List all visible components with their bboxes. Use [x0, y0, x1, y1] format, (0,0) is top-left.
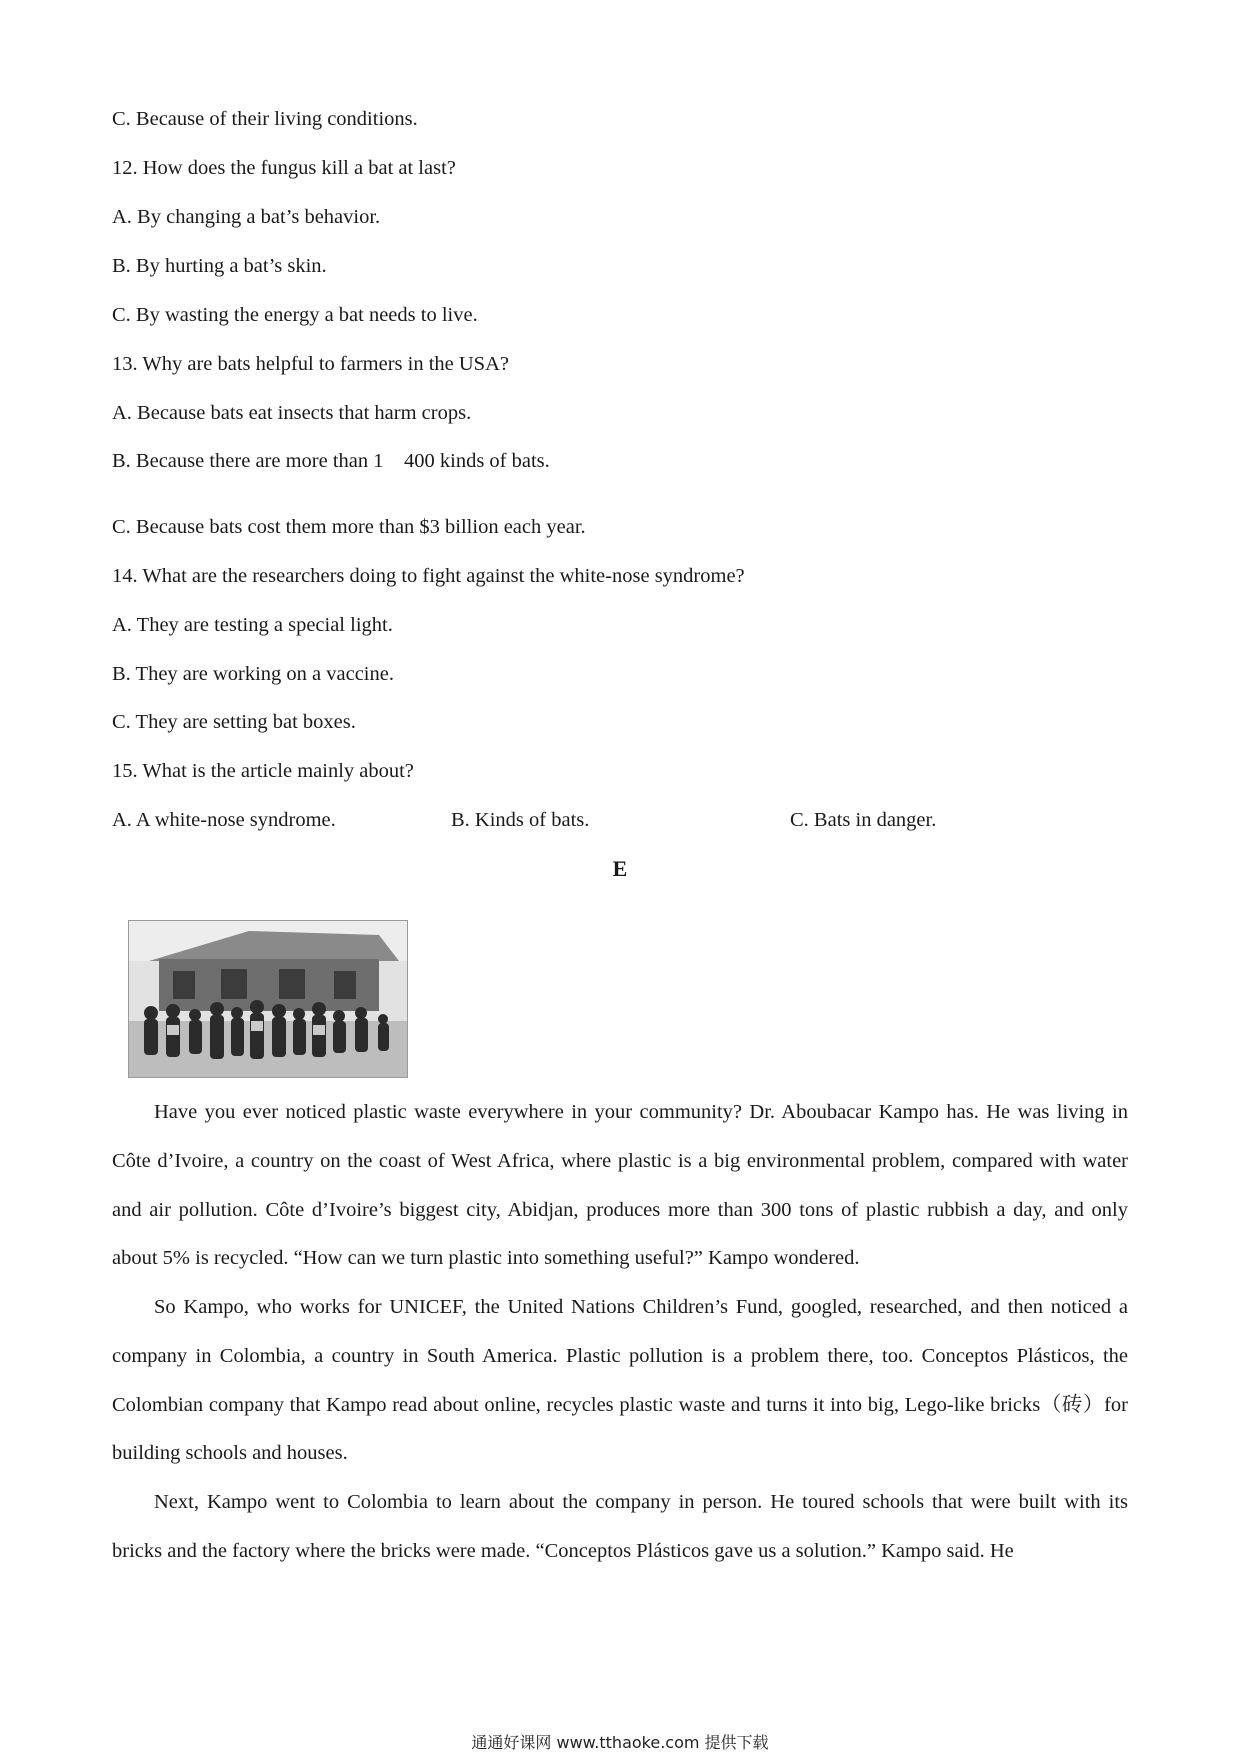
q13-option-c: C. Because bats cost them more than $3 billion each year.	[112, 516, 586, 538]
paragraph-1-text: Have you ever noticed plastic waste everywhere in your community? Dr. Aboubacar Kampo has. He was living in Côte d’Ivoire, a country on the coast of West Africa, where plastic is a big environmental problem, compared with water and air pollution. Côte d’Ivoire’s biggest city, Abidjan, produces more than 300 tons of plastic rubbish a day, and only about 5% is recycled. “How can we turn plastic into something useful?” Kampo wondered.	[112, 1101, 1128, 1270]
school-children-photo	[128, 920, 408, 1078]
section-heading-e: E	[612, 856, 628, 881]
q12-option-a: A. By changing a bat’s behavior.	[112, 206, 381, 228]
page-footer: 通通好课网 www.tthaoke.com 提供下载	[471, 1733, 769, 1752]
q13-option-b: B. Because there are more than 1 400 kinds of bats.	[112, 450, 550, 472]
q13-option-a: A. Because bats eat insects that harm crops.	[112, 402, 472, 424]
q14-stem: 14. What are the researchers doing to fight against the white-nose syndrome?	[112, 565, 745, 587]
section-e-paragraph-2	[112, 1283, 1128, 1478]
paragraph-3-text: Next, Kampo went to Colombia to learn about the company in person. He toured schools that were built with its bricks and the factory where the bricks were made. “Conceptos Plásticos gave us a solution.” Kampo said. He	[112, 1491, 1128, 1562]
q12-stem: 12. How does the fungus kill a bat at last?	[112, 157, 456, 179]
q15-option-b: B. Kinds of bats.	[451, 809, 590, 831]
q12-option-b: B. By hurting a bat’s skin.	[112, 255, 327, 277]
photo-illustration	[129, 921, 407, 1077]
q13-stem: 13. Why are bats helpful to farmers in the USA?	[112, 353, 509, 375]
paragraph-2-text: So Kampo, who works for UNICEF, the United Nations Children’s Fund, googled, researched, and then noticed a company in Colombia, a country in South America. Plastic pollution is a problem there, too. Conceptos Plásticos, the Colombian company that Kampo read about online, recycles plastic waste and turns it into big, Lego-like bricks（砖）for building schools and houses.	[112, 1296, 1128, 1465]
section-e-paragraph-3	[112, 1478, 1128, 1576]
q15-option-c: C. Bats in danger.	[790, 809, 937, 831]
section-e-paragraph-1	[112, 1088, 1128, 1283]
q14-option-c: C. They are setting bat boxes.	[112, 711, 356, 733]
q15-stem: 15. What is the article mainly about?	[112, 760, 414, 782]
q14-option-a: A. They are testing a special light.	[112, 614, 393, 636]
q15-option-a: A. A white-nose syndrome.	[112, 809, 336, 831]
q14-option-b: B. They are working on a vaccine.	[112, 663, 394, 685]
q12-option-c: C. By wasting the energy a bat needs to live.	[112, 304, 478, 326]
q11-option-c: C. Because of their living conditions.	[112, 108, 418, 130]
